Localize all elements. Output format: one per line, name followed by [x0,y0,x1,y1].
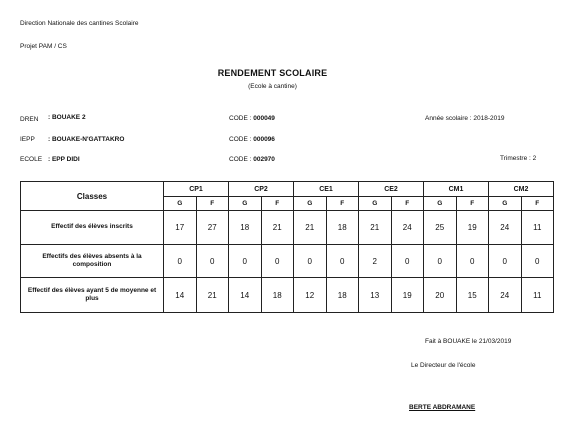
table-cell: 21 [359,211,392,245]
dren-label: DREN [20,116,39,123]
table-cell: 11 [521,211,554,245]
school-year: Année scolaire : 2018-2019 [425,115,505,122]
table-cell: 21 [294,211,327,245]
row-label: Effectif des élèves inscrits [21,211,164,245]
table-cell: 14 [164,278,197,313]
table-cell: 19 [391,278,424,313]
results-table [20,181,554,313]
project-name: Projet PAM / CS [20,43,67,50]
grade-header: CM2 [489,182,554,197]
grade-header: CM1 [424,182,489,197]
table-row [21,245,554,278]
girls-header: F [456,197,489,211]
iepp-value: : BOUAKE-N'GATTAKRO [48,136,125,143]
table-cell: 18 [326,278,359,313]
table-cell: 15 [456,278,489,313]
table-cell: 25 [424,211,457,245]
boys-header: G [489,197,522,211]
table-cell: 0 [326,245,359,278]
grade-header: CE2 [359,182,424,197]
table-cell: 0 [294,245,327,278]
boys-header: G [424,197,457,211]
code-iepp: CODE : 000096 [229,136,275,143]
table-cell: 13 [359,278,392,313]
boys-header: G [229,197,262,211]
table-cell: 0 [164,245,197,278]
table-cell: 0 [456,245,489,278]
table-cell: 0 [424,245,457,278]
trimester: Trimestre : 2 [500,155,537,162]
table-cell: 14 [229,278,262,313]
table-cell: 21 [196,278,229,313]
table-cell: 0 [521,245,554,278]
table-cell: 0 [196,245,229,278]
table-cell: 17 [164,211,197,245]
table-cell: 18 [326,211,359,245]
table-cell: 11 [521,278,554,313]
table-row [21,211,554,245]
grade-header: CE1 [294,182,359,197]
signatory-role: Le Directeur de l'école [411,362,476,369]
table-cell: 0 [489,245,522,278]
place-date: Fait à BOUAKE le 21/03/2019 [425,338,512,345]
girls-header: F [521,197,554,211]
table-cell: 21 [261,211,294,245]
table-cell: 24 [489,211,522,245]
boys-header: G [164,197,197,211]
row-label: Effectif des élèves ayant 5 de moyenne et plus [21,278,164,313]
dren-value: : BOUAKE 2 [48,114,86,121]
table-cell: 18 [229,211,262,245]
document-subtitle: (Ecole à cantine) [248,83,297,90]
ecole-value: : EPP DIDI [48,156,80,163]
row-label: Effectifs des élèves absents à la composition [21,245,164,278]
girls-header: F [261,197,294,211]
table-cell: 0 [229,245,262,278]
iepp-label: IEPP [20,136,35,143]
table-row [21,278,554,313]
girls-header: F [391,197,424,211]
classes-header: Classes [21,182,164,211]
document-title: RENDEMENT SCOLAIRE [217,68,328,78]
table-cell: 27 [196,211,229,245]
boys-header: G [294,197,327,211]
table-cell: 0 [391,245,424,278]
table-cell: 19 [456,211,489,245]
ecole-label: ECOLE [20,156,43,163]
table-cell: 18 [261,278,294,313]
girls-header: F [326,197,359,211]
code-dren: CODE : 000049 [229,115,275,122]
code-ecole: CODE : 002970 [229,156,275,163]
org-name: Direction Nationale des cantines Scolaire [20,20,139,27]
table-cell: 0 [261,245,294,278]
signatory-name: BERTE ABDRAMANE [409,404,476,411]
grade-header: CP1 [164,182,229,197]
boys-header: G [359,197,392,211]
table-cell: 12 [294,278,327,313]
table-cell: 20 [424,278,457,313]
table-cell: 24 [391,211,424,245]
grade-header: CP2 [229,182,294,197]
girls-header: F [196,197,229,211]
table-cell: 24 [489,278,522,313]
table-cell: 2 [359,245,392,278]
